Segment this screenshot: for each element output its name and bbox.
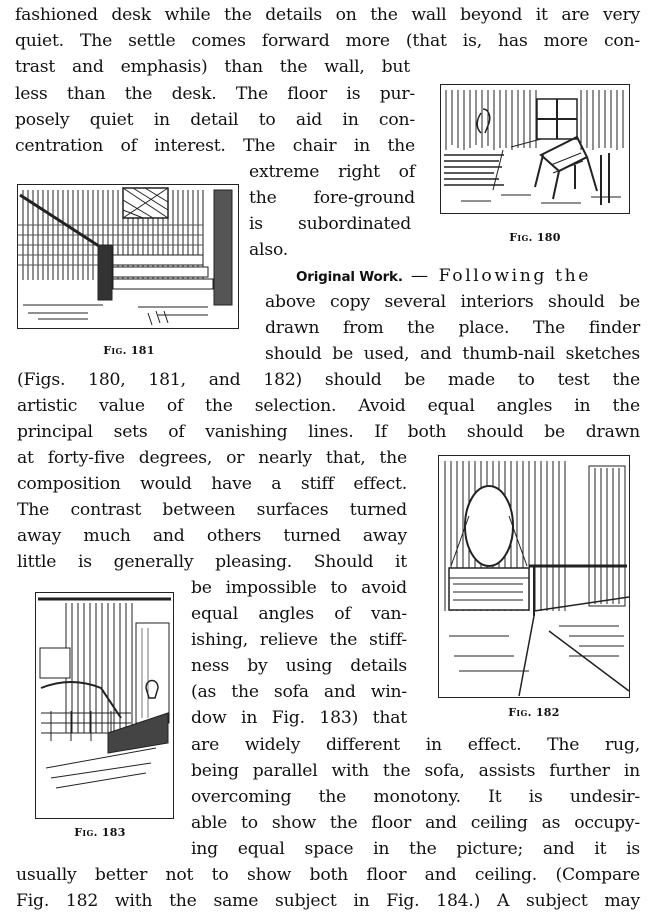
figure-182-caption: Fig. 182 xyxy=(508,706,560,719)
text-line: composition would have a stiff effect. xyxy=(17,474,407,494)
figure-181-illustration xyxy=(17,184,239,329)
text-line: posely quiet in detail to aid in con- xyxy=(15,110,415,130)
figure-183-caption: Fig. 183 xyxy=(74,826,126,839)
text-line: usually better not to show both floor and ceiling. (Compare xyxy=(16,865,640,885)
text-line: drawn from the place. The finder xyxy=(265,318,640,338)
text-line: ishing, relieve the stiff- xyxy=(191,630,407,650)
text-line: trast and emphasis) than the wall, but xyxy=(15,57,410,77)
text-line: the fore-ground xyxy=(249,188,415,208)
text-line: able to show the floor and ceiling as occupy- xyxy=(191,813,640,833)
text-line: extreme right of xyxy=(249,162,415,182)
figure-182-illustration xyxy=(438,455,630,698)
text-line: centration of interest. The chair in the xyxy=(15,136,415,156)
text-line: is subordinated xyxy=(249,214,411,234)
figure-180-caption: Fig. 180 xyxy=(509,231,561,244)
text-line: quiet. The settle comes forward more (that is, has more con- xyxy=(15,31,640,51)
text-line: equal angles of van- xyxy=(191,604,407,624)
figure-181-caption: Fig. 181 xyxy=(103,344,155,357)
text-line: being parallel with the sofa, assists further in xyxy=(191,761,640,781)
text-line: also. xyxy=(249,240,289,260)
text-line: principal sets of vanishing lines. If both should be drawn xyxy=(17,422,640,442)
section-heading: Original Work. xyxy=(296,269,403,285)
text-line: should be used, and thumb-nail sketches xyxy=(265,344,640,364)
text-line: at forty-five degrees, or nearly that, the xyxy=(17,448,407,468)
text-line: (as the sofa and win- xyxy=(191,682,407,702)
text-line: fashioned desk while the details on the wall beyond it are very xyxy=(15,5,640,25)
text-line: are widely different in effect. The rug, xyxy=(191,735,640,755)
text-line: ness by using details xyxy=(191,656,407,676)
text-line: dow in Fig. 183) that xyxy=(191,708,407,728)
text-line: away much and others turned away xyxy=(17,526,407,546)
text-line: The contrast between surfaces turned xyxy=(17,500,407,520)
text-line: Fig. 182 with the same subject in Fig. 184.) A subject may xyxy=(16,891,640,911)
text-line: little is generally pleasing. Should it xyxy=(17,552,407,572)
heading-continuation: — Following the xyxy=(402,266,592,286)
text-line: ing equal space in the picture; and it is xyxy=(191,839,640,859)
text-line: artistic value of the selection. Avoid equal angles in the xyxy=(17,396,640,416)
text-line: be impossible to avoid xyxy=(191,578,407,598)
text-line: above copy several interiors should be xyxy=(265,292,640,312)
figure-183-illustration xyxy=(35,592,174,819)
figure-180-illustration xyxy=(440,84,630,214)
text-line: overcoming the monotony. It is undesir- xyxy=(191,787,640,807)
text-line: (Figs. 180, 181, and 182) should be made to test the xyxy=(17,370,640,390)
section-heading-line xyxy=(296,264,640,290)
text-line: less than the desk. The floor is pur- xyxy=(15,84,415,104)
